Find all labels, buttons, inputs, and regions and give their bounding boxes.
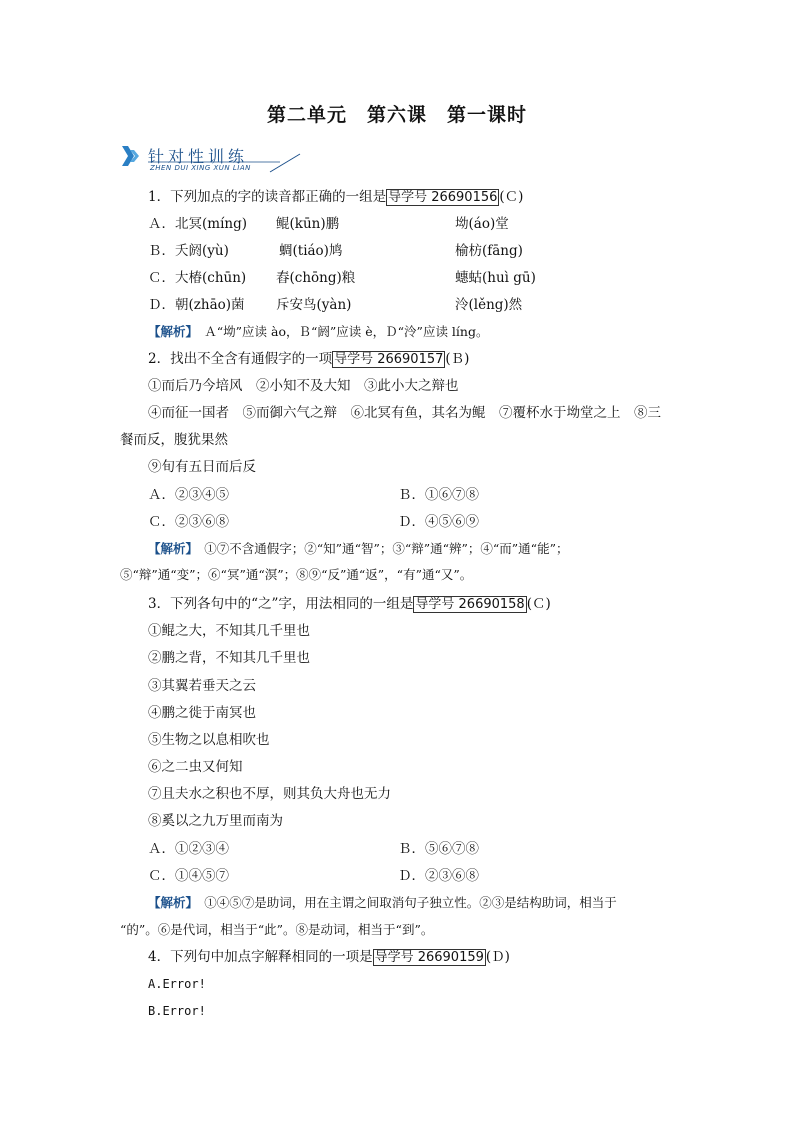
q1-explanation: 【解析】 Ａ“坳”应读 ào，Ｂ“阏”应读 è，Ｄ“泠”应读 líng。 xyxy=(148,324,489,339)
q3-code: 导学号 26690158 xyxy=(415,597,525,612)
q4-option-a: A.Error! xyxy=(148,977,206,991)
q2-line-1: ①而后乃今培风 ②小知不及大知 ③此小大之辩也 xyxy=(148,378,459,394)
page-title: 第二单元 第六课 第一课时 xyxy=(266,104,527,126)
q1-option-d-1: Ｄ．朝(zhāo)菌 xyxy=(148,297,245,313)
q1-option-b-1: Ｂ．夭阏(yù) xyxy=(148,243,229,259)
q3-sentence-1: ①鲲之大，不知其几千里也 xyxy=(148,623,310,639)
q4-stem: 4．下列句中加点字解释相同的一项是 导学号 26690159 (Ｄ) xyxy=(148,949,510,965)
q3-explanation-1: 【解析】 ①④⑤⑦是助词，用在主谓之间取消句子独立性。②③是结构助词，相当于 xyxy=(148,895,617,910)
q3-sentence-5: ⑤生物之以息相吹也 xyxy=(148,732,270,748)
q1-explain-tag: 【解析】 xyxy=(148,324,192,339)
q2-option-c: Ｃ．②③⑥⑧ xyxy=(148,514,229,530)
q1-option-c-1: Ｃ．大椿(chūn) xyxy=(148,270,247,286)
q3-answer: (Ｃ) xyxy=(526,596,551,612)
q2-option-a: Ａ．②③④⑤ xyxy=(148,487,229,503)
section-subtitle: ZHEN DUI XING XUN LIAN xyxy=(150,164,251,172)
q2-line-3: 餐而反，腹犹果然 xyxy=(120,432,228,448)
q1-option-a-2: 鲲(kūn)鹏 xyxy=(276,216,340,232)
q3-explanation-2: “的”。⑥是代词，相当于“此”。⑧是动词，相当于“到”。 xyxy=(120,922,434,937)
q3-sentence-7: ⑦且夫水之积也不厚，则其负大舟也无力 xyxy=(148,786,391,802)
q3-sentence-8: ⑧奚以之九万里而南为 xyxy=(148,813,283,829)
q3-sentence-4: ④鹏之徙于南冥也 xyxy=(148,705,256,721)
q2-answer: (Ｂ) xyxy=(445,351,470,367)
q3-sentence-3: ③其翼若垂天之云 xyxy=(148,678,256,694)
q3-stem: 3．下列各句中的“之”字，用法相同的一组是 导学号 26690158 (Ｃ) xyxy=(148,596,551,612)
q2-explanation-1: 【解析】 ①⑦不含通假字；②“知”通“智”；③“辩”通“辨”；④“而”通“能”； xyxy=(148,541,569,556)
q1-option-b-2: 蜩(tiáo)鸠 xyxy=(279,243,343,259)
q2-explanation-2: ⑤“辩”通“变”；⑥“冥”通“溟”；⑧⑨“反”通“返”，“有”通“又”。 xyxy=(120,567,473,582)
q2-option-d: Ｄ．④⑤⑥⑨ xyxy=(398,514,479,530)
q2-line-4: ⑨旬有五日而后反 xyxy=(148,459,256,475)
q3-sentence-2: ②鹏之背，不知其几千里也 xyxy=(148,650,310,666)
q4-option-b: B.Error! xyxy=(148,1004,206,1018)
q2-code: 导学号 26690157 xyxy=(334,352,444,367)
q3-sentence-6: ⑥之二虫又何知 xyxy=(148,759,243,775)
q2-line-2: ④而征一国者 ⑤而御六气之辩 ⑥北冥有鱼，其名为鲲 ⑦覆杯水于坳堂之上 ⑧三 xyxy=(148,405,661,421)
q1-option-d-3: 泠(lěng)然 xyxy=(455,297,523,313)
q1-option-c-3: 蟪蛄(huì gū) xyxy=(455,270,536,286)
q2-explain-tag: 【解析】 xyxy=(148,541,192,556)
q3-option-b: Ｂ．⑤⑥⑦⑧ xyxy=(398,841,479,857)
q1-option-b-3: 榆枋(fāng) xyxy=(455,243,523,259)
q1-code: 导学号 26690156 xyxy=(388,190,498,205)
q3-option-a: Ａ．①②③④ xyxy=(148,841,229,857)
q3-option-d: Ｄ．②③⑥⑧ xyxy=(398,868,479,884)
q4-code: 导学号 26690159 xyxy=(374,950,484,965)
q2-option-b: Ｂ．①⑥⑦⑧ xyxy=(398,487,479,503)
section-header xyxy=(120,142,320,174)
q1-stem: 1．下列加点的字的读音都正确的一组是 导学号 26690156 (Ｃ) xyxy=(148,189,524,205)
q1-option-a-3: 坳(áo)堂 xyxy=(455,216,509,232)
q3-explain-tag: 【解析】 xyxy=(148,895,192,910)
q4-answer: (Ｄ) xyxy=(485,949,510,965)
q1-option-c-2: 舂(chōng)粮 xyxy=(276,270,356,286)
section-title: 针对性训练 xyxy=(148,147,249,166)
q2-stem: 2．找出不全含有通假字的一项 导学号 26690157 (Ｂ) xyxy=(148,351,470,367)
q1-option-a-1: Ａ．北冥(míng) xyxy=(148,216,247,232)
q1-answer: (Ｃ) xyxy=(499,189,524,205)
q1-option-d-2: 斥安鸟(yàn) xyxy=(276,297,352,313)
q3-option-c: Ｃ．①④⑤⑦ xyxy=(148,868,229,884)
